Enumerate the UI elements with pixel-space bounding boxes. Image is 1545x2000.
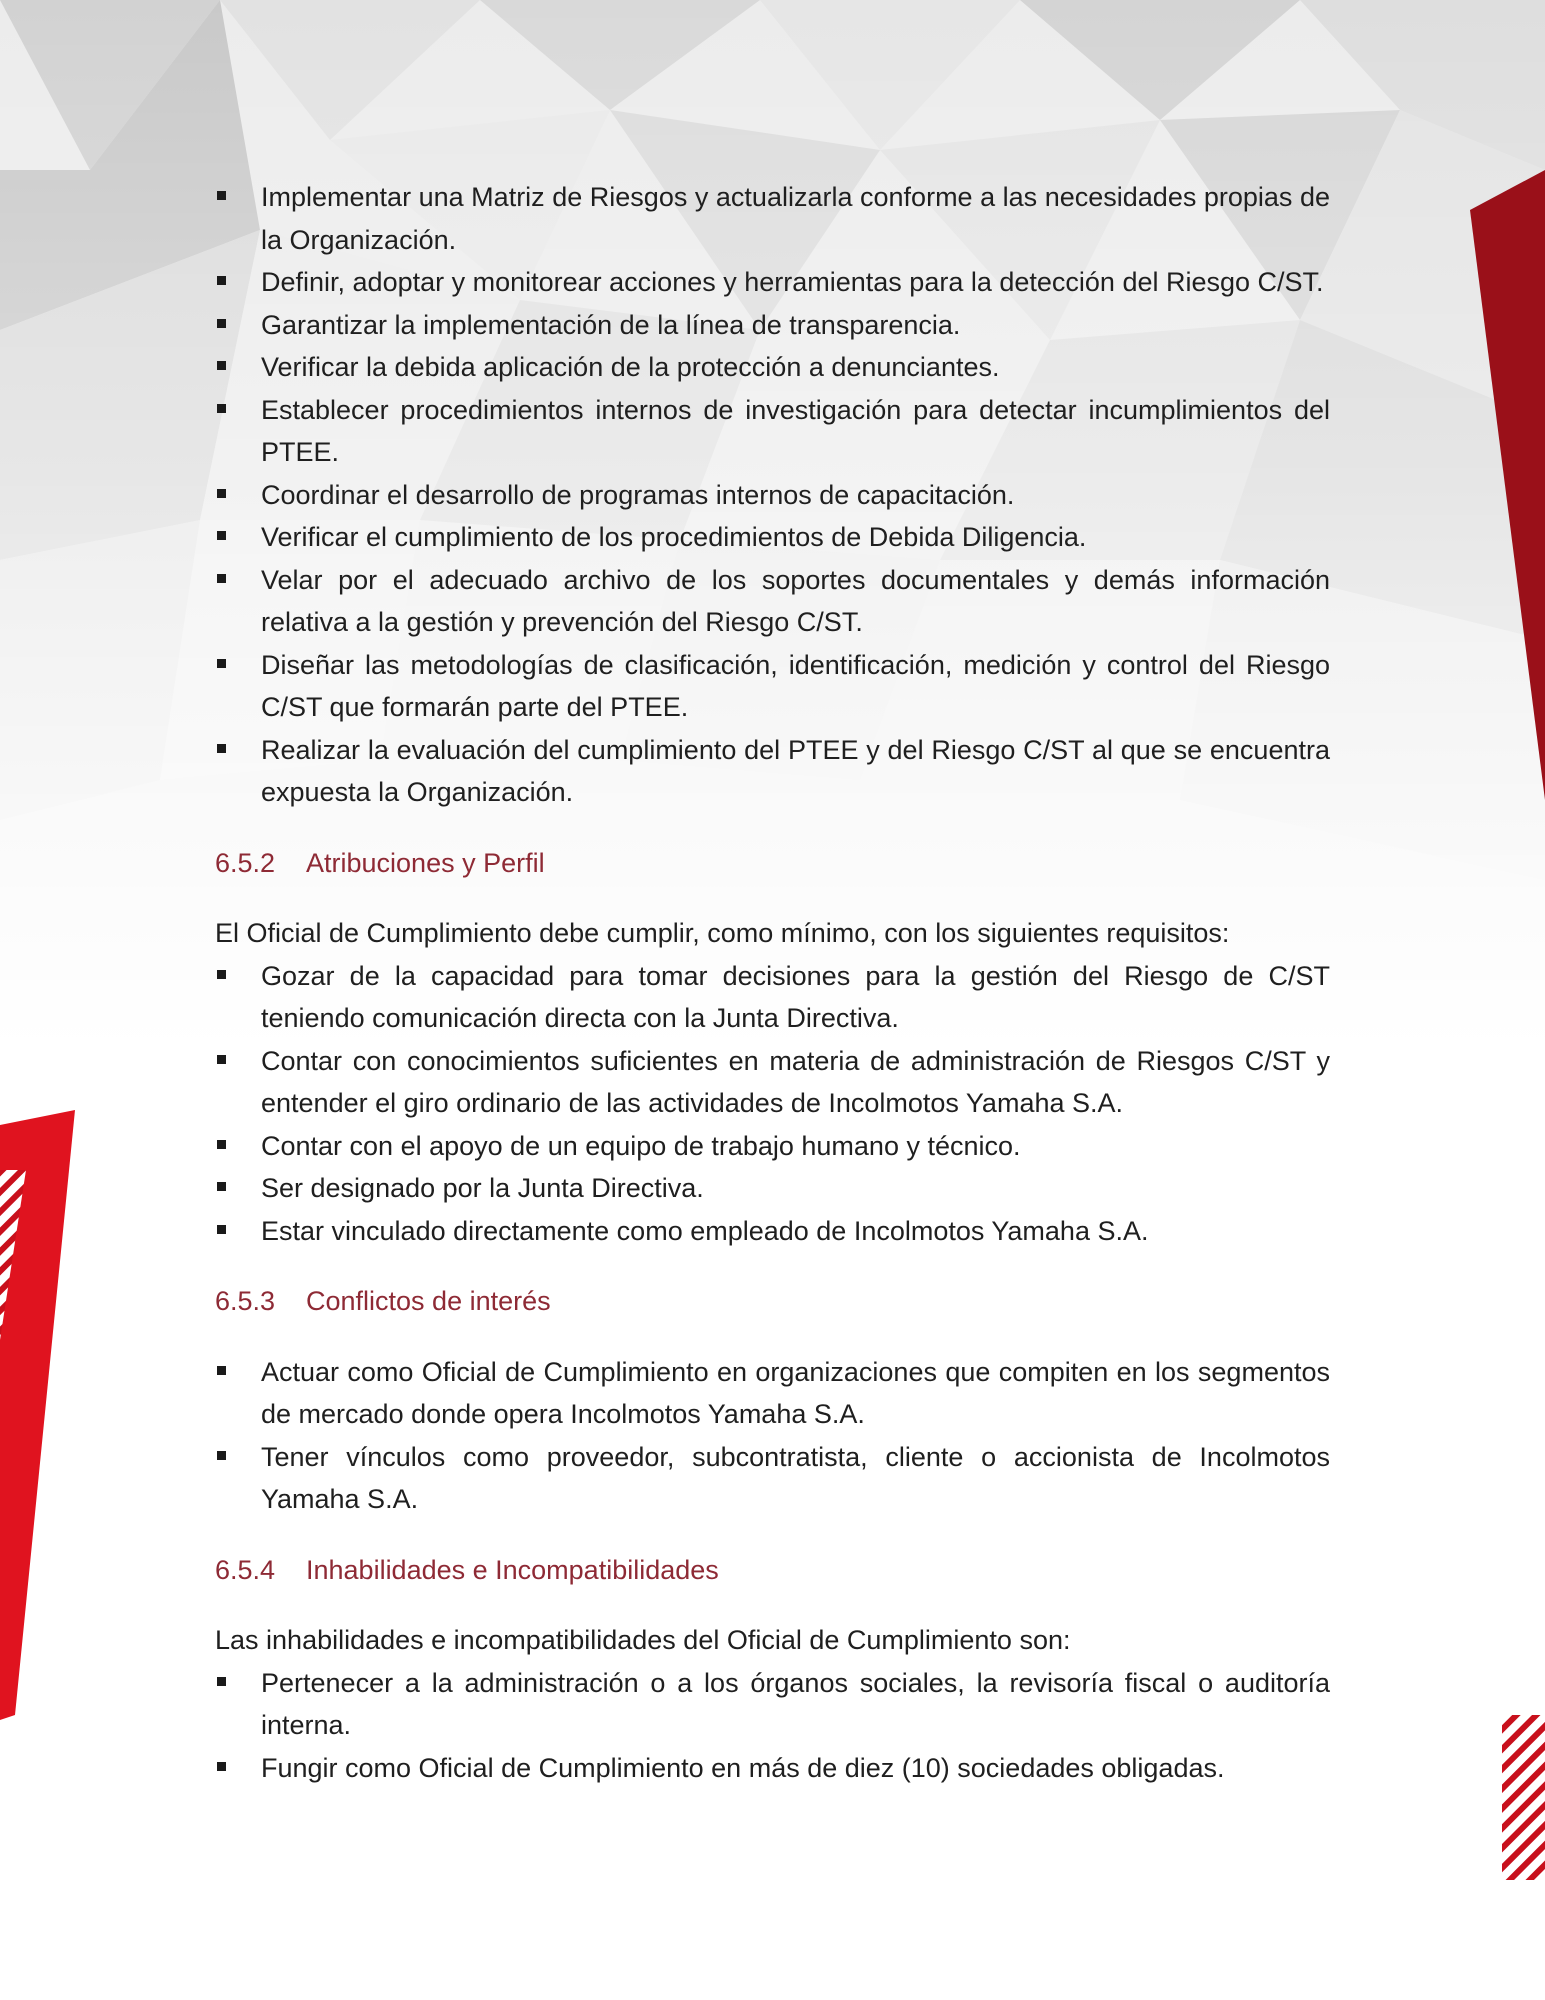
list-item: Realizar la evaluación del cumplimiento del PTEE y del Riesgo C/ST al que se encuentra expuesta la Organización.: [215, 729, 1330, 814]
bullet-square-icon: [217, 191, 226, 200]
list-item: Gozar de la capacidad para tomar decisiones para la gestión del Riesgo de C/ST teniendo comunicación directa con la Junta Directiva.: [215, 955, 1330, 1040]
bullet-square-icon: [217, 531, 226, 540]
list-item: Diseñar las metodologías de clasificación, identificación, medición y control del Riesgo C/ST que formarán parte del PTEE.: [215, 644, 1330, 729]
bullet-square-icon: [217, 1677, 226, 1686]
list-item: Implementar una Matriz de Riesgos y actualizarla conforme a las necesidades propias de la Organización.: [215, 176, 1330, 261]
list-item: Definir, adoptar y monitorear acciones y herramientas para la detección del Riesgo C/ST.: [215, 261, 1330, 304]
section-number: 6.5.2: [215, 847, 276, 878]
list-item: Pertenecer a la administración o a los órganos sociales, la revisoría fiscal o auditoría interna.: [215, 1662, 1330, 1747]
duties-list: [215, 176, 1330, 814]
list-item: Establecer procedimientos internos de investigación para detectar incumplimientos del PTEE.: [215, 389, 1330, 474]
section-number: 6.5.3: [215, 1286, 276, 1316]
section-title: Conflictos de interés: [306, 1286, 551, 1316]
list-item: Contar con el apoyo de un equipo de trabajo humano y técnico.: [215, 1125, 1330, 1168]
section-title: Inhabilidades e Incompatibilidades: [306, 1554, 719, 1585]
bullet-square-icon: [217, 489, 226, 498]
list-item: Tener vínculos como proveedor, subcontratista, cliente o accionista de Incolmotos Yamaha S.A.: [215, 1436, 1330, 1521]
section-intro: Las inhabilidades e incompatibilidades del Oficial de Cumplimiento son:: [215, 1625, 1071, 1655]
bullet-square-icon: [217, 1366, 226, 1375]
section-heading-6-5-4: [215, 1549, 1330, 1592]
list-item: Fungir como Oficial de Cumplimiento en más de diez (10) sociedades obligadas.: [215, 1747, 1330, 1790]
bullet-square-icon: [217, 744, 226, 753]
conflicts-list: [215, 1351, 1330, 1521]
section-number: 6.5.4: [215, 1554, 276, 1585]
bullet-square-icon: [217, 1140, 226, 1149]
incompatibilities-list: [215, 1662, 1330, 1790]
list-item: Coordinar el desarrollo de programas internos de capacitación.: [215, 474, 1330, 517]
list-item: Estar vinculado directamente como empleado de Incolmotos Yamaha S.A.: [215, 1210, 1330, 1253]
bullet-square-icon: [217, 319, 226, 328]
bullet-square-icon: [217, 1055, 226, 1064]
list-item: Velar por el adecuado archivo de los soportes documentales y demás información relativa a la gestión y prevención del Riesgo C/ST.: [215, 559, 1330, 644]
list-item: Contar con conocimientos suficientes en materia de administración de Riesgos C/ST y entender el giro ordinario de las actividades de Incolmotos Yamaha S.A.: [215, 1040, 1330, 1125]
section-heading-6-5-3: [215, 1280, 1330, 1323]
bullet-square-icon: [217, 1762, 226, 1771]
bullet-square-icon: [217, 970, 226, 979]
bullet-square-icon: [217, 1182, 226, 1191]
bullet-square-icon: [217, 1225, 226, 1234]
list-item: Verificar la debida aplicación de la protección a denunciantes.: [215, 346, 1330, 389]
list-item: Garantizar la implementación de la línea de transparencia.: [215, 304, 1330, 347]
list-item: Verificar el cumplimiento de los procedimientos de Debida Diligencia.: [215, 516, 1330, 559]
list-item: Actuar como Oficial de Cumplimiento en organizaciones que compiten en los segmentos de mercado donde opera Incolmotos Yamaha S.A.: [215, 1351, 1330, 1436]
bullet-square-icon: [217, 361, 226, 370]
section-title: Atribuciones y Perfil: [306, 847, 545, 878]
bullet-square-icon: [217, 574, 226, 583]
section-intro: El Oficial de Cumplimiento debe cumplir, como mínimo, con los siguientes requisitos:: [215, 918, 1230, 948]
requirements-list: [215, 955, 1330, 1253]
page-content: [215, 176, 1330, 1789]
list-item: Ser designado por la Junta Directiva.: [215, 1167, 1330, 1210]
bullet-square-icon: [217, 404, 226, 413]
section-heading-6-5-2: [215, 842, 1330, 885]
bullet-square-icon: [217, 659, 226, 668]
bullet-square-icon: [217, 276, 226, 285]
bullet-square-icon: [217, 1451, 226, 1460]
